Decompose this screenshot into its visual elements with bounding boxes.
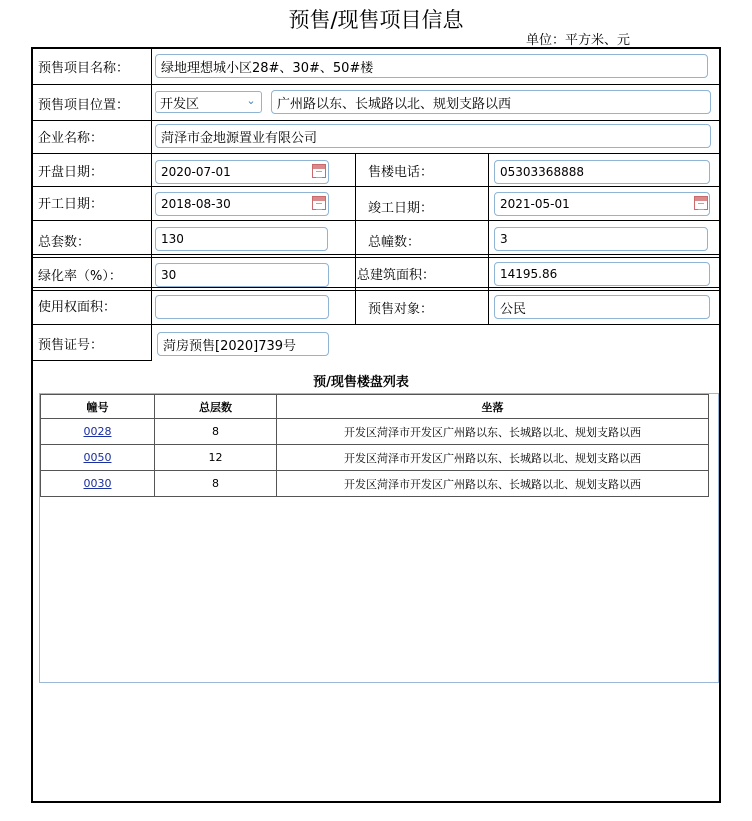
calendar-icon[interactable]	[312, 164, 326, 178]
header-location[interactable]: 坐落	[277, 395, 709, 419]
table-row	[41, 471, 709, 497]
building-list-grid	[39, 393, 719, 683]
start-date-field[interactable]: 2018-08-30	[155, 192, 329, 216]
open-date-field[interactable]: 2020-07-01	[155, 160, 329, 184]
location-cell: 开发区菏泽市开发区广州路以东、长城路以北、规划支路以西	[277, 445, 709, 471]
total-area-label: 总建筑面积：	[357, 268, 436, 283]
total-area-field[interactable]: 14195.86	[494, 262, 710, 286]
floors-cell: 8	[155, 419, 277, 445]
total-units-field[interactable]: 130	[155, 227, 328, 251]
phone-label: 售楼电话：	[368, 165, 434, 180]
floors-cell: 12	[155, 445, 277, 471]
open-date-label: 开盘日期：	[38, 165, 104, 180]
district-value: 开发区	[160, 96, 200, 112]
table-row	[41, 445, 709, 471]
row-divider	[33, 254, 719, 255]
phone-field[interactable]: 05303368888	[494, 160, 710, 184]
company-label: 企业名称：	[38, 131, 104, 146]
presale-target-field[interactable]: 公民	[494, 295, 710, 319]
presale-target-label: 预售对象：	[368, 302, 434, 317]
permit-field[interactable]: 菏房预售[2020]739号	[157, 332, 329, 356]
chevron-down-icon: ⌄	[246, 94, 256, 107]
col-divider	[151, 49, 152, 361]
header-building-no[interactable]: 幢号	[41, 395, 155, 419]
project-name-field[interactable]: 绿地理想城小区28#、30#、50#楼	[155, 54, 708, 78]
table-row	[41, 419, 709, 445]
district-select[interactable]	[155, 91, 262, 113]
project-name-label: 预售项目名称：	[38, 61, 130, 76]
green-rate-field[interactable]: 30	[155, 263, 329, 287]
unit-note: 单位：平方米、元	[526, 33, 631, 48]
location-cell: 开发区菏泽市开发区广州路以东、长城路以北、规划支路以西	[277, 471, 709, 497]
start-date-label: 开工日期：	[38, 197, 104, 212]
col-divider	[355, 153, 356, 325]
row-divider	[33, 287, 719, 288]
green-rate-label: 绿化率（%）：	[38, 269, 122, 284]
location-label: 预售项目位置：	[38, 98, 130, 113]
total-units-label: 总套数：	[38, 235, 91, 250]
row-divider	[33, 220, 719, 221]
use-right-area-label: 使用权面积：	[38, 300, 117, 315]
location-field[interactable]: 广州路以东、长城路以北、规划支路以西	[271, 90, 711, 114]
list-title: 预/现售楼盘列表	[313, 375, 409, 390]
building-table	[40, 394, 709, 497]
floors-cell: 8	[155, 471, 277, 497]
row-divider	[33, 290, 719, 291]
calendar-icon[interactable]	[312, 196, 326, 210]
row-divider	[33, 360, 151, 361]
building-no-link[interactable]: 0028	[83, 425, 112, 438]
building-no-link[interactable]: 0050	[83, 451, 112, 464]
row-divider	[33, 120, 719, 121]
calendar-icon[interactable]	[694, 196, 708, 210]
page-title: 预售/现售项目信息	[288, 8, 464, 32]
row-divider	[33, 186, 719, 187]
row-divider	[33, 84, 719, 85]
use-right-area-field[interactable]	[155, 295, 329, 319]
permit-label: 预售证号：	[38, 338, 104, 353]
header-floors[interactable]: 总层数	[155, 395, 277, 419]
col-divider	[488, 153, 489, 325]
row-divider	[33, 324, 719, 325]
location-cell: 开发区菏泽市开发区广州路以东、长城路以北、规划支路以西	[277, 419, 709, 445]
table-header-row	[41, 395, 709, 419]
building-no-link[interactable]: 0030	[83, 477, 112, 490]
finish-date-field[interactable]: 2021-05-01	[494, 192, 710, 216]
finish-date-label: 竣工日期：	[368, 201, 434, 216]
total-buildings-field[interactable]: 3	[494, 227, 708, 251]
total-buildings-label: 总幢数：	[368, 235, 421, 250]
company-field[interactable]: 菏泽市金地源置业有限公司	[155, 124, 711, 148]
row-divider	[33, 153, 719, 154]
row-divider	[33, 257, 719, 258]
